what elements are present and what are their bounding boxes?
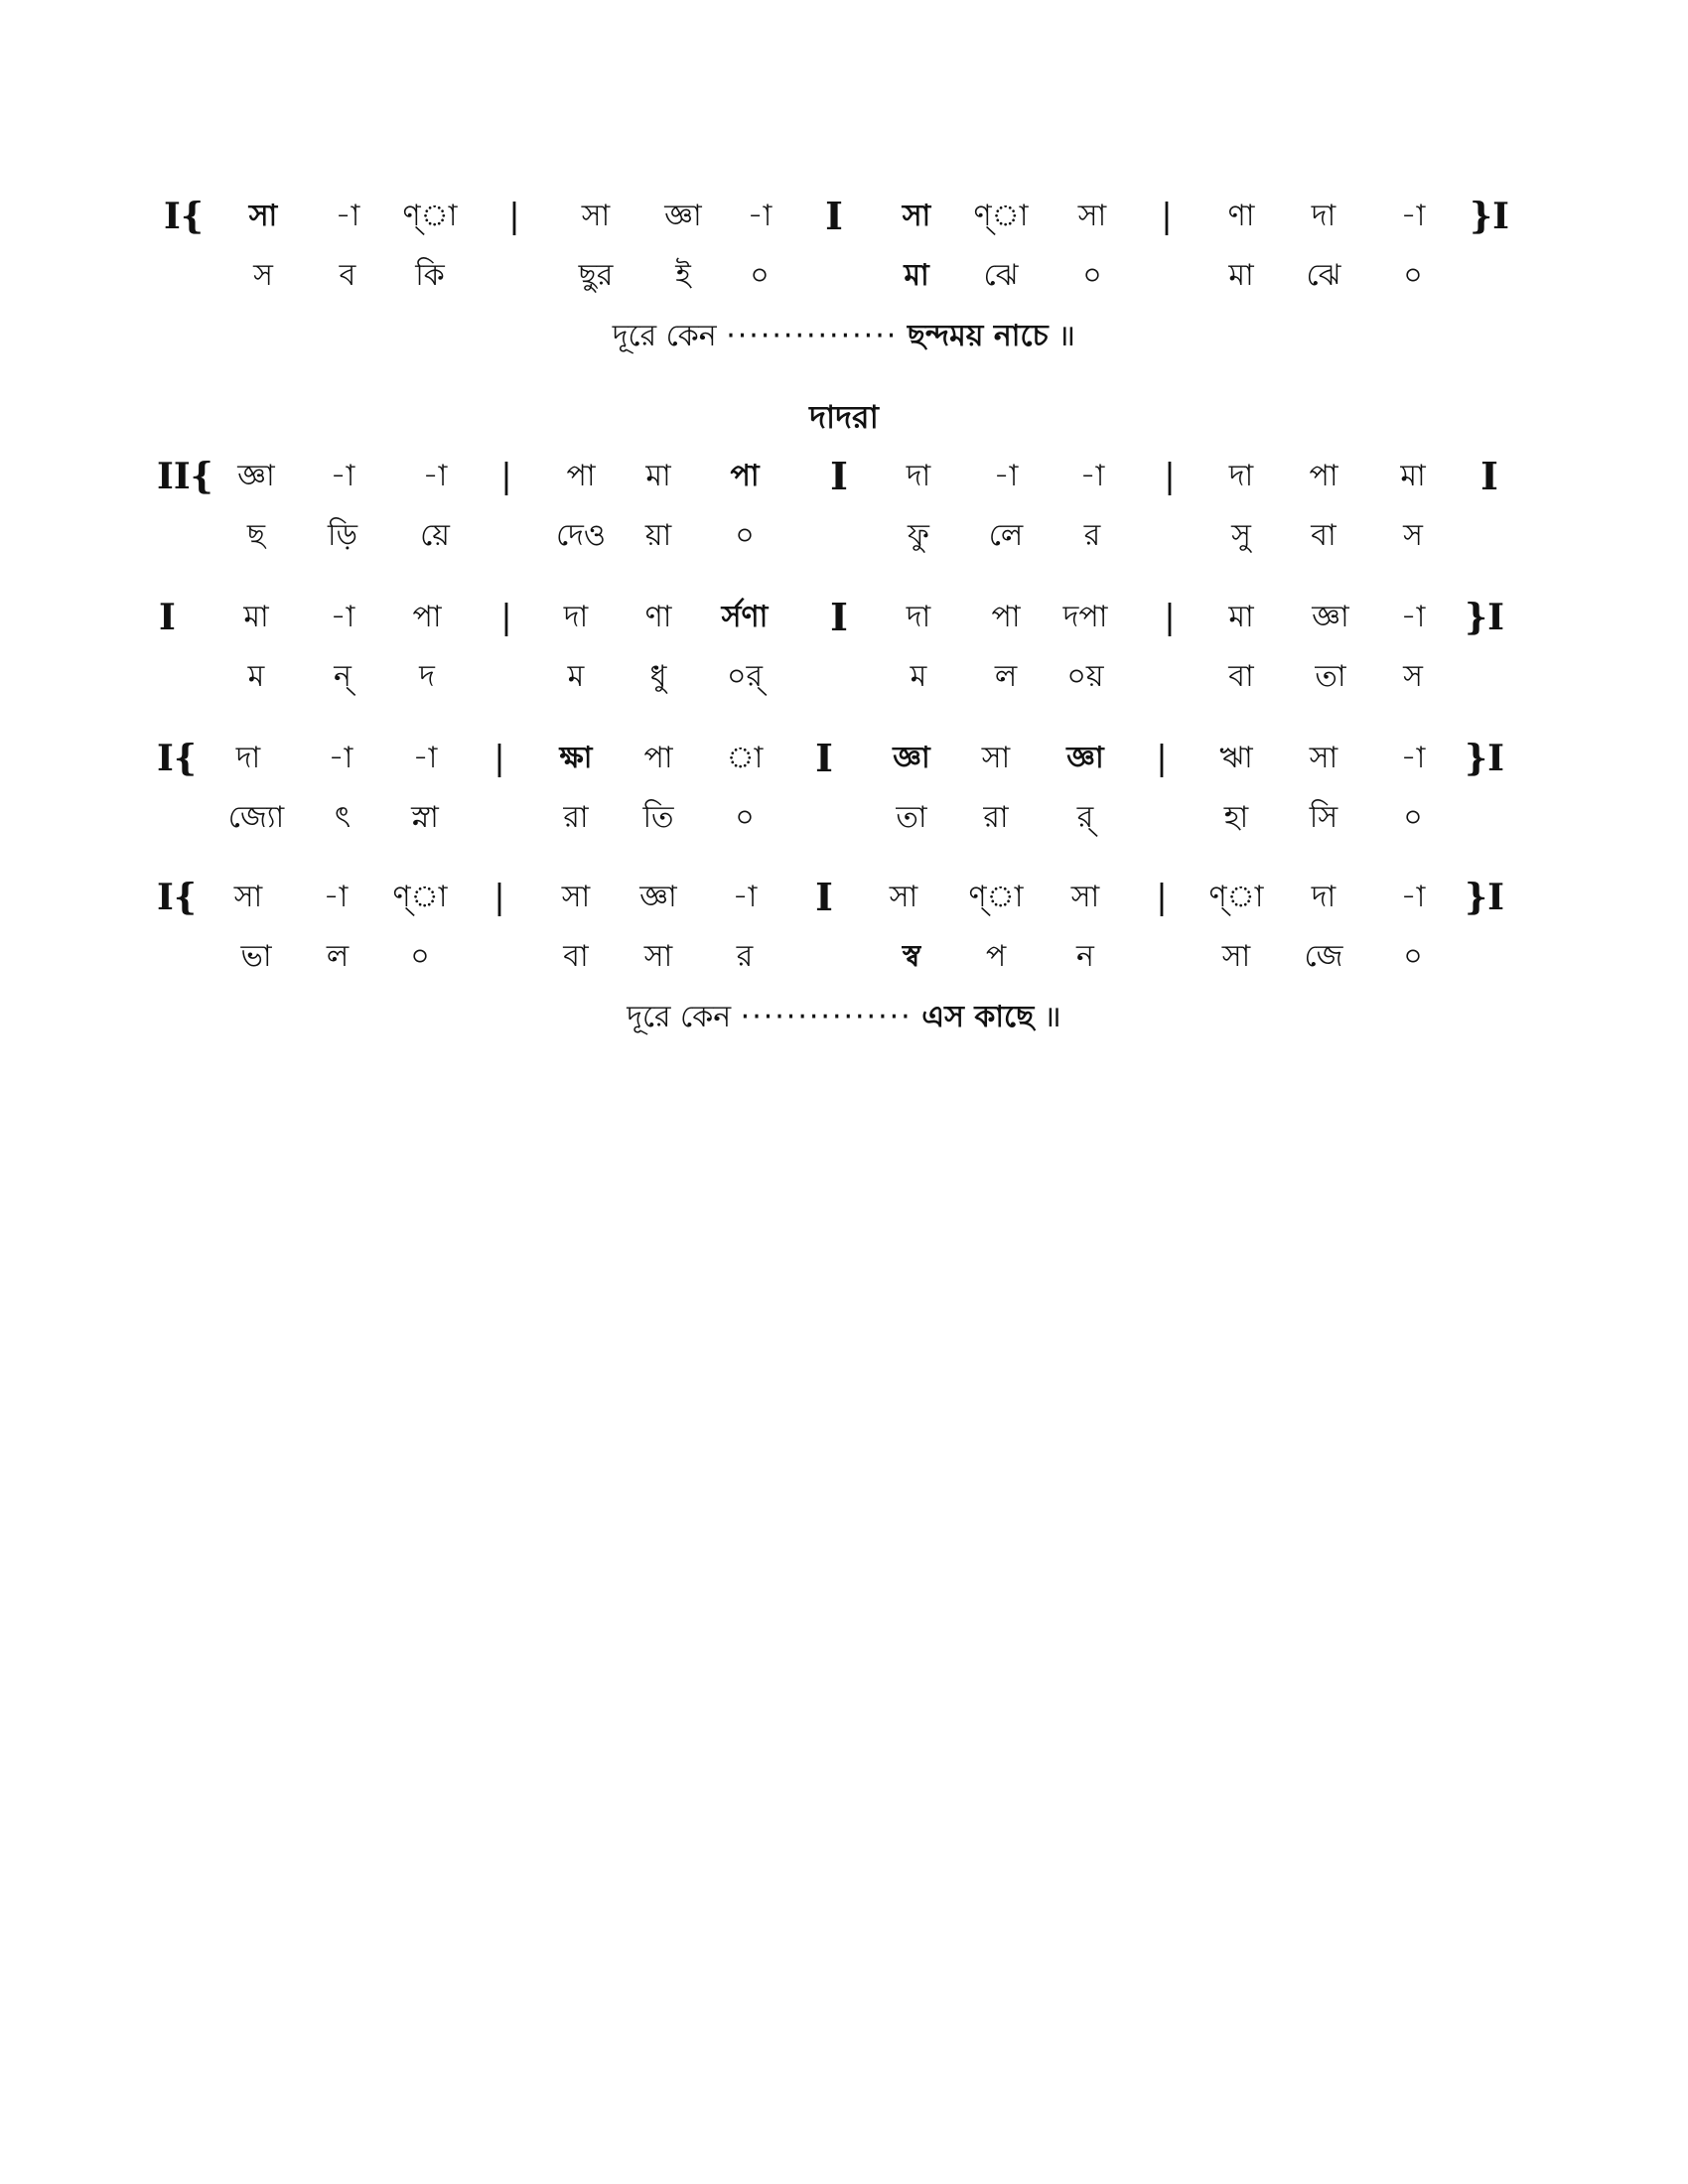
lyric-syllable: ০: [1403, 258, 1423, 293]
lyric-syllable: জে: [1304, 939, 1343, 974]
lyric-syllable: স: [1403, 659, 1423, 694]
refrain-start: দূরে কেন: [627, 1000, 732, 1034]
lyric-syllable: জ্যো: [227, 800, 285, 835]
lyric-syllable: স: [253, 258, 273, 293]
swara-note: ণা: [1227, 199, 1255, 233]
section2-refrain: [0, 993, 1688, 1042]
section-close-marker: }I: [1465, 738, 1504, 779]
swara-note: -া: [1400, 741, 1426, 775]
lyric-syllable: সা: [643, 939, 673, 974]
lyric-syllable: স: [1403, 518, 1423, 553]
light-barline: |: [1156, 739, 1168, 778]
light-barline: |: [1161, 197, 1173, 236]
heavy-barline: I: [815, 875, 833, 919]
taal-heading: দাদরা: [809, 398, 879, 436]
swara-note: দা: [1311, 880, 1336, 914]
swara-note: মা: [645, 459, 671, 493]
swara-note: া: [726, 741, 764, 775]
swara-note: সা: [889, 880, 918, 914]
swara-note: জ্ঞা: [1066, 741, 1104, 775]
swara-note: ক্ষা: [559, 741, 593, 775]
swara-note: দা: [906, 600, 931, 634]
lyric-syllable: ০: [410, 939, 430, 974]
swara-note: -া: [1079, 459, 1105, 493]
swara-note: জ্ঞা: [237, 459, 275, 493]
lyric-syllable: ন্: [334, 659, 352, 694]
line1-lyrics-row: [0, 508, 1688, 564]
lyric-syllable: র: [736, 939, 754, 974]
swara-note: -া: [323, 880, 349, 914]
refrain-stop: ॥: [1043, 1000, 1061, 1034]
lyric-syllable: ০: [735, 518, 755, 553]
lyric-syllable: বা: [1311, 518, 1336, 553]
section-close-marker: I: [1480, 454, 1498, 498]
swara-note: পা: [566, 459, 596, 493]
section1-lyrics-row: [0, 248, 1688, 304]
lyric-syllable: ছুর: [578, 258, 614, 293]
swara-note: পা: [1309, 459, 1338, 493]
swara-note: সা: [233, 880, 263, 914]
lyric-syllable: ল: [326, 939, 350, 974]
swara-note: -া: [330, 459, 355, 493]
swara-note: সা: [981, 741, 1011, 775]
swara-note: মা: [243, 600, 269, 634]
swara-note: পা: [643, 741, 673, 775]
swara-note: -া: [412, 741, 438, 775]
lyric-syllable: মা: [904, 258, 929, 293]
swara-note: ণ্া: [392, 880, 448, 914]
swara-note: সা: [1309, 741, 1338, 775]
lyric-syllable: বা: [563, 939, 589, 974]
section-open-marker: I{: [157, 738, 197, 779]
swara-note: সা: [581, 199, 611, 233]
refrain-dots: ···············: [726, 319, 899, 353]
swara-note: -া: [1400, 880, 1426, 914]
line1-swara-row: [0, 449, 1688, 504]
section1-refrain: [0, 312, 1688, 361]
lyric-syllable: তা: [1315, 659, 1346, 694]
line2-lyrics-row: [0, 649, 1688, 705]
lyric-syllable: ই: [675, 258, 691, 293]
lyric-syllable: হা: [1223, 800, 1249, 835]
light-barline: |: [1164, 457, 1176, 496]
section-open-marker: II{: [157, 456, 213, 497]
lyric-syllable: ম: [910, 659, 927, 694]
section-close-marker: }I: [1465, 877, 1504, 918]
lyric-syllable: য়া: [644, 518, 672, 553]
swara-note: ণ্া: [402, 199, 458, 233]
refrain-dots: ···············: [740, 1000, 913, 1034]
swara-note: -া: [330, 600, 355, 634]
lyric-syllable: র্: [1076, 800, 1094, 835]
swara-note: ণ্া: [973, 199, 1029, 233]
swara-note: জ্ঞা: [893, 741, 930, 775]
lyric-syllable: তা: [896, 800, 927, 835]
lyric-syllable: য়ে: [420, 518, 450, 553]
lyric-syllable: দেও: [555, 518, 606, 553]
line4-lyrics-row: [0, 929, 1688, 985]
lyric-syllable: সি: [1309, 800, 1338, 835]
lyric-syllable: সা: [1221, 939, 1251, 974]
line-open-marker: I: [159, 597, 176, 638]
lyric-syllable: র: [1083, 518, 1101, 553]
light-barline: |: [508, 197, 520, 236]
heavy-barline: I: [825, 194, 843, 238]
lyric-syllable: ল: [994, 659, 1018, 694]
swara-note: -া: [993, 459, 1019, 493]
heavy-barline: I: [830, 595, 848, 639]
refrain-stop: ॥: [1057, 319, 1076, 353]
lyric-syllable: ব: [339, 258, 356, 293]
refrain-start: দূরে কেন: [612, 319, 717, 353]
swara-note: -া: [1400, 600, 1426, 634]
lyric-syllable: তি: [642, 800, 674, 835]
swara-note: দা: [1228, 459, 1254, 493]
swara-note: দা: [906, 459, 931, 493]
swara-note: দা: [1311, 199, 1336, 233]
swara-note: দা: [235, 741, 261, 775]
lyric-syllable: ম: [247, 659, 265, 694]
lyric-syllable: প: [985, 939, 1007, 974]
lyric-syllable: ন: [1076, 939, 1094, 974]
lyric-syllable: ছ: [246, 518, 266, 553]
lyric-syllable: ০: [1403, 800, 1423, 835]
lyric-syllable: স্না: [411, 800, 439, 835]
light-barline: |: [493, 739, 505, 778]
swara-note: ঋা: [1219, 741, 1253, 775]
lyric-syllable: স্ব: [902, 939, 921, 974]
light-barline: |: [1156, 878, 1168, 917]
heavy-barline: I: [830, 454, 848, 498]
lyric-syllable: বা: [1228, 659, 1254, 694]
lyric-syllable: মা: [1228, 258, 1254, 293]
lyric-syllable: কি: [415, 258, 445, 293]
line3-swara-row: [0, 731, 1688, 786]
lyric-syllable: ফু: [908, 518, 929, 553]
heavy-barline: I: [815, 736, 833, 780]
swara-note: -া: [747, 199, 773, 233]
lyric-syllable: রা: [563, 800, 589, 835]
lyric-syllable: ধু: [649, 659, 667, 694]
lyric-syllable: ড়ি: [327, 518, 357, 553]
line4-swara-row: [0, 870, 1688, 925]
lyric-syllable: ০র্: [726, 659, 763, 694]
swara-note: পা: [991, 600, 1021, 634]
refrain-end: এস কাছে: [921, 1000, 1035, 1034]
line2-swara-row: [0, 590, 1688, 645]
lyric-syllable: ০: [1403, 939, 1423, 974]
swara-note: সা: [561, 880, 591, 914]
swara-note: জ্ঞা: [664, 199, 702, 233]
refrain-end: ছন্দময় নাচে: [907, 319, 1049, 353]
lyric-syllable: সু: [1231, 518, 1251, 553]
lyric-syllable: রা: [983, 800, 1009, 835]
lyric-syllable: ০: [735, 800, 755, 835]
lyric-syllable: দ: [419, 659, 435, 694]
swara-note: -া: [328, 741, 353, 775]
section1-swara-row: [0, 189, 1688, 244]
swara-note: ণ্া: [968, 880, 1024, 914]
section-close-marker: }I: [1470, 196, 1509, 237]
light-barline: |: [493, 878, 505, 917]
light-barline: |: [500, 598, 512, 637]
swara-note: জ্ঞা: [1312, 600, 1349, 634]
lyric-syllable: ০য়: [1066, 659, 1104, 694]
swara-note: -া: [732, 880, 758, 914]
swara-note: ণ্া: [1208, 880, 1264, 914]
swara-note: মা: [1400, 459, 1426, 493]
line3-lyrics-row: [0, 790, 1688, 846]
lyric-syllable: লে: [988, 518, 1024, 553]
lyric-syllable: ঝে: [1306, 258, 1341, 293]
swara-note: দা: [563, 600, 589, 634]
section-open-marker: I{: [164, 196, 204, 237]
section-close-marker: }I: [1465, 597, 1504, 638]
light-barline: |: [500, 457, 512, 496]
swara-note: মা: [1228, 600, 1254, 634]
swara-note: -া: [1400, 199, 1426, 233]
lyric-syllable: ঝে: [983, 258, 1019, 293]
lyric-syllable: ০: [1082, 258, 1102, 293]
swara-note: সা: [902, 199, 931, 233]
swara-note: র্সণা: [721, 600, 769, 634]
swara-note: জ্ঞা: [639, 880, 677, 914]
swara-note: দপা: [1062, 600, 1108, 634]
light-barline: |: [1164, 598, 1176, 637]
swara-note: সা: [248, 199, 278, 233]
swara-note: সা: [1077, 199, 1107, 233]
swara-note: পা: [412, 600, 442, 634]
swara-note: পা: [730, 459, 760, 493]
section-open-marker: I{: [157, 877, 197, 918]
swara-note: সা: [1070, 880, 1100, 914]
lyric-syllable: ম: [567, 659, 585, 694]
swara-note: -া: [335, 199, 360, 233]
lyric-syllable: ০: [750, 258, 770, 293]
lyric-syllable: ৎ: [334, 800, 352, 835]
swara-note: ণা: [644, 600, 672, 634]
swara-note: -া: [422, 459, 448, 493]
lyric-syllable: ভা: [240, 939, 272, 974]
